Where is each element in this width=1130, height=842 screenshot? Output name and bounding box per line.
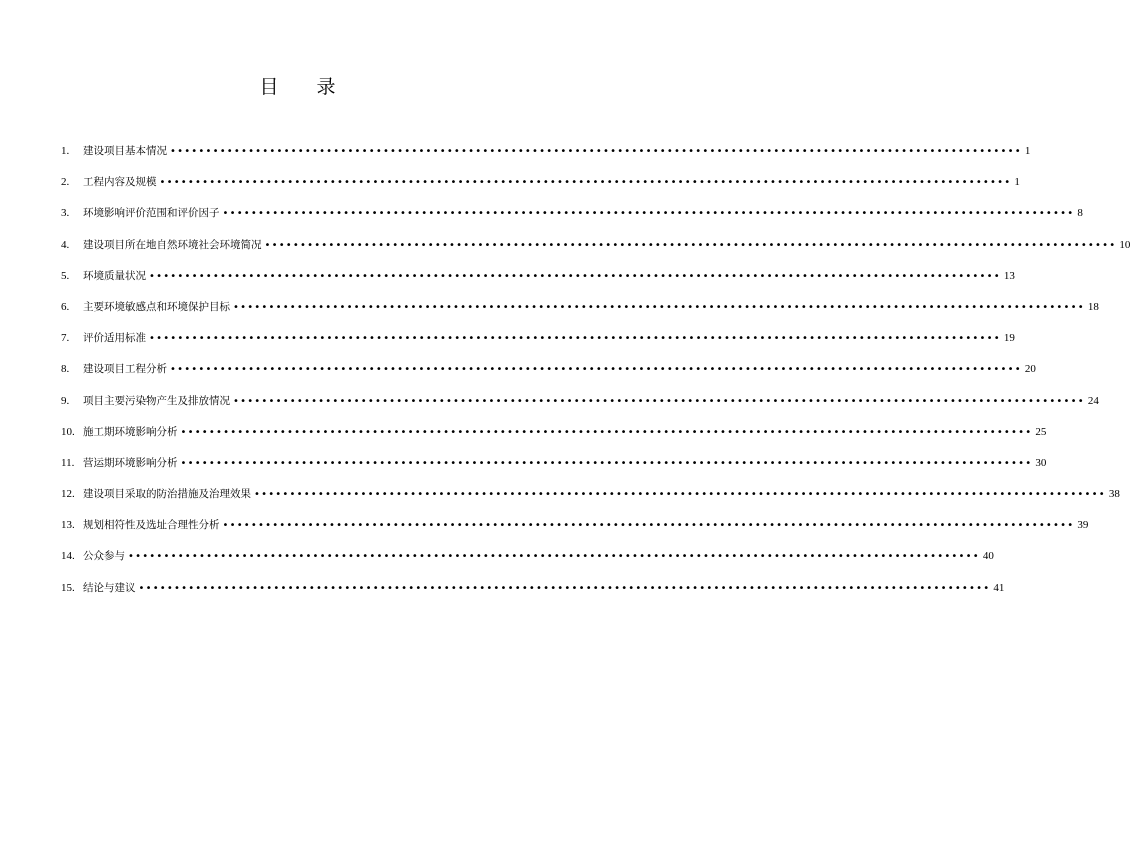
toc-entry-number: 5.	[61, 269, 70, 282]
toc-entry-page: 1	[1014, 176, 1020, 189]
toc-entry-number: 12.	[61, 488, 75, 501]
toc-entry[interactable]	[61, 358, 1036, 389]
toc-entry-page: 25	[1035, 425, 1047, 438]
toc-entry-title: 规划相符性及选址合理性分析	[83, 519, 220, 532]
toc-entry-page: 18	[1087, 300, 1099, 313]
toc-entry-title: 建设项目基本情况	[83, 145, 167, 157]
toc-leader-dots: ••••••••••••••••••••••••••••••••••••••••••••••••••••••••••••••••••••••••••••••••••••••••••••••••••••••••••••••••••••••••	[170, 146, 1022, 157]
toc-entry-page: 24	[1087, 394, 1099, 407]
toc-entry[interactable]	[61, 327, 1015, 358]
toc-entry[interactable]	[61, 296, 1099, 327]
toc-entry-number: 8.	[61, 363, 70, 376]
toc-entry-number: 10.	[61, 425, 75, 438]
toc-entry-page: 19	[1003, 332, 1015, 345]
toc-entry-title: 工程内容及规模	[83, 176, 157, 189]
toc-entry-title: 结论与建议	[83, 581, 136, 594]
toc-entry-number: 4.	[61, 238, 70, 251]
toc-entry[interactable]	[61, 514, 1089, 545]
toc-entry[interactable]	[61, 265, 1015, 296]
toc-entry-number: 1.	[61, 145, 70, 157]
toc-entry[interactable]	[61, 390, 1099, 421]
toc-entry-title: 评价适用标准	[83, 332, 146, 345]
toc-leader-dots: ••••••••••••••••••••••••••••••••••••••••••••••••••••••••••••••••••••••••••••••••••••••••••••••••••••••••••••••••••••••••	[138, 582, 991, 594]
toc-entry-number: 6.	[61, 300, 70, 313]
toc-entry-title: 环境质量状况	[83, 269, 146, 282]
toc-leader-dots: ••••••••••••••••••••••••••••••••••••••••••••••••••••••••••••••••••••••••••••••••••••••••••••••••••••••••••••••••••••••••	[149, 270, 1001, 282]
toc-leader-dots: ••••••••••••••••••••••••••••••••••••••••••••••••••••••••••••••••••••••••••••••••••••••••••••••••••••••••••••••••••••••••	[128, 551, 980, 563]
toc-leader-dots: ••••••••••••••••••••••••••••••••••••••••••••••••••••••••••••••••••••••••••••••••••••••••••••••••••••••••••••••••••••••••	[180, 457, 1033, 469]
toc-leader-dots: ••••••••••••••••••••••••••••••••••••••••••••••••••••••••••••••••••••••••••••••••••••••••••••••••••••••••••••••••••••••••	[254, 489, 1106, 501]
toc-entry-page: 1	[1024, 145, 1031, 157]
toc-entry[interactable]	[61, 421, 1047, 452]
toc-entry-page: 10	[1119, 238, 1130, 251]
table-of-contents	[61, 140, 1130, 608]
toc-entry[interactable]	[61, 171, 1020, 202]
toc-entry-page: 13	[1003, 269, 1015, 282]
toc-entry-page: 30	[1035, 456, 1047, 469]
toc-entry-number: 7.	[61, 332, 70, 345]
toc-leader-dots: ••••••••••••••••••••••••••••••••••••••••••••••••••••••••••••••••••••••••••••••••••••••••••••••••••••••••••••••••••••••••	[159, 177, 1012, 189]
toc-entry-title: 建设项目所在地自然环境社会环境简况	[83, 238, 262, 251]
toc-entry-title: 建设项目采取的防治措施及治理效果	[83, 488, 251, 501]
toc-entry-page: 40	[982, 550, 994, 563]
toc-leader-dots: ••••••••••••••••••••••••••••••••••••••••••••••••••••••••••••••••••••••••••••••••••••••••••••••••••••••••••••••••••••••••	[222, 208, 1075, 220]
toc-entry-title: 建设项目工程分析	[83, 363, 167, 376]
page-title: 目 录	[259, 76, 352, 98]
toc-leader-dots: ••••••••••••••••••••••••••••••••••••••••••••••••••••••••••••••••••••••••••••••••••••••••••••••••••••••••••••••••••••••••	[233, 301, 1085, 313]
toc-entry-number: 9.	[61, 394, 70, 407]
toc-entry-page: 41	[993, 581, 1005, 594]
toc-entry-number: 2.	[61, 176, 70, 189]
toc-leader-dots: ••••••••••••••••••••••••••••••••••••••••••••••••••••••••••••••••••••••••••••••••••••••••••••••••••••••••••••••••••••••••	[222, 520, 1075, 532]
toc-leader-dots: ••••••••••••••••••••••••••••••••••••••••••••••••••••••••••••••••••••••••••••••••••••••••••••••••••••••••••••••••••••••••	[264, 239, 1117, 251]
toc-entry-number: 15.	[61, 581, 75, 594]
toc-entry-title: 施工期环境影响分析	[83, 425, 178, 438]
toc-entry[interactable]	[61, 202, 1083, 233]
toc-entry-number: 13.	[61, 519, 75, 532]
toc-entry[interactable]	[61, 452, 1047, 483]
toc-entry[interactable]	[61, 483, 1120, 514]
toc-entry[interactable]	[61, 140, 1031, 171]
toc-leader-dots: ••••••••••••••••••••••••••••••••••••••••••••••••••••••••••••••••••••••••••••••••••••••••••••••••••••••••••••••••••••••••	[170, 364, 1022, 376]
toc-entry-title: 主要环境敏感点和环境保护目标	[83, 300, 230, 313]
toc-leader-dots: ••••••••••••••••••••••••••••••••••••••••••••••••••••••••••••••••••••••••••••••••••••••••••••••••••••••••••••••••••••••••	[180, 426, 1033, 438]
toc-entry-title: 环境影响评价范围和评价因子	[83, 207, 220, 220]
toc-entry-page: 39	[1077, 519, 1089, 532]
toc-entry-title: 项目主要污染物产生及排放情况	[83, 394, 230, 407]
toc-entry-title: 公众参与	[83, 550, 125, 563]
toc-entry-page: 8	[1077, 207, 1083, 220]
toc-entry-title: 营运期环境影响分析	[83, 456, 178, 469]
toc-entry-number: 14.	[61, 550, 75, 563]
toc-entry[interactable]	[61, 577, 1005, 608]
toc-leader-dots: ••••••••••••••••••••••••••••••••••••••••••••••••••••••••••••••••••••••••••••••••••••••••••••••••••••••••••••••••••••••••	[233, 395, 1085, 407]
toc-entry-page: 20	[1024, 363, 1036, 376]
toc-entry-number: 11.	[61, 456, 75, 469]
toc-entry[interactable]	[61, 545, 994, 576]
toc-entry[interactable]	[61, 234, 1130, 265]
toc-leader-dots: ••••••••••••••••••••••••••••••••••••••••••••••••••••••••••••••••••••••••••••••••••••••••••••••••••••••••••••••••••••••••	[149, 333, 1001, 345]
toc-entry-page: 38	[1108, 488, 1120, 501]
toc-entry-number: 3.	[61, 207, 70, 220]
